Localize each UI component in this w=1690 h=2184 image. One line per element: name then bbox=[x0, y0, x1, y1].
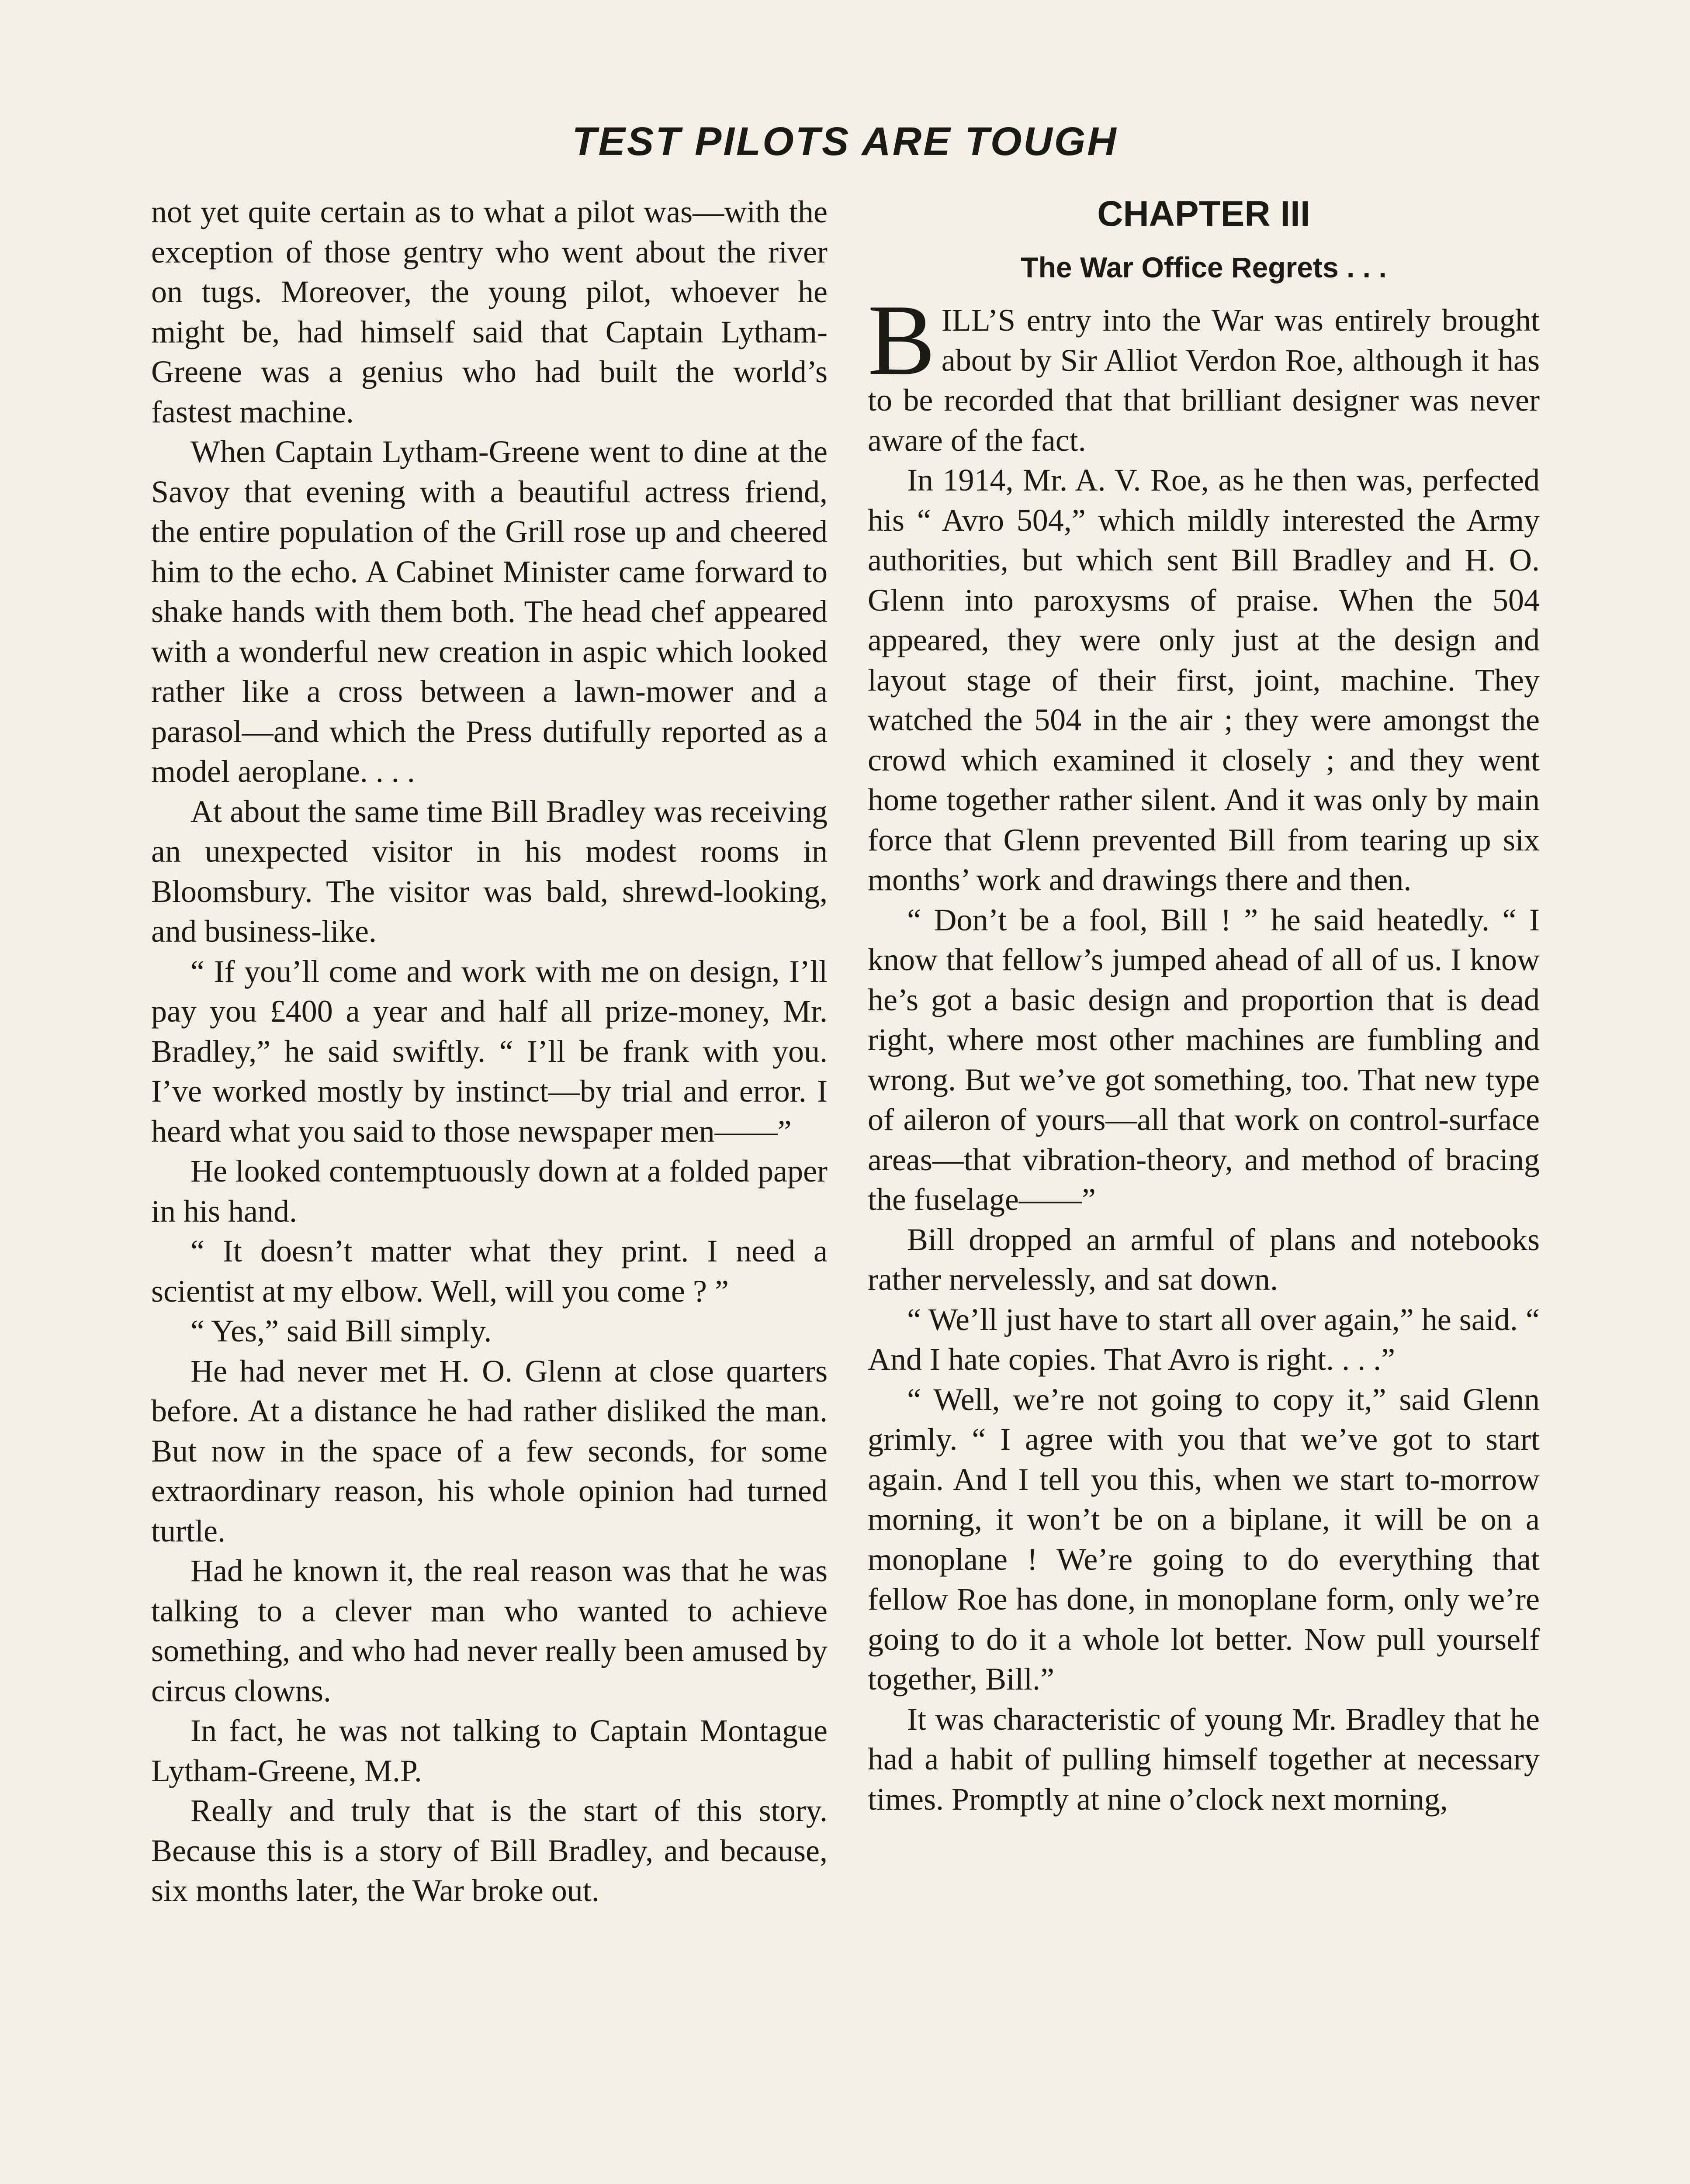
running-head: TEST PILOTS ARE TOUGH bbox=[572, 119, 1118, 164]
left-column bbox=[151, 192, 828, 1911]
paragraph: Really and truly that is the start of this story. Because this is a story of Bill Bradley, and because, six months later, the War broke out. bbox=[151, 1793, 828, 1908]
paragraph: Bill dropped an armful of plans and notebooks rather nervelessly, and sat down. bbox=[868, 1222, 1540, 1297]
paragraph: “ Don’t be a fool, Bill ! ” he said heatedly. “ I know that fellow’s jumped ahead of all of us. I know he’s got a basic design and proportion that is dead right, where most other machines are fumbling and wrong. But we’ve got something, too. That new type of aileron of yours—all that work on control-surface areas—that vibration-theory, and method of bracing the fuselage——” bbox=[868, 902, 1540, 1217]
paragraph: When Captain Lytham-Greene went to dine at the Savoy that evening with a beautiful actress friend, the entire population of the Grill rose up and cheered him to the echo. A Cabinet Minister came forward to shake hands with them both. The head chef appeared with a wonderful new creation in aspic which looked rather like a cross between a lawn-mower and a parasol—and which the Press dutifully reported as a model aeroplane. . . . bbox=[151, 434, 828, 789]
paragraph: “ Well, we’re not going to copy it,” said Glenn grimly. “ I agree with you that we’ve got to start again. And I tell you this, when we start to-morrow morning, it won’t be on a biplane, it will be on a monoplane ! We’re going to do everything that fellow Roe has done, in monoplane form, only we’re going to do it a whole lot better. Now pull yourself together, Bill.” bbox=[868, 1382, 1540, 1697]
paragraph: not yet quite certain as to what a pilot was—with the exception of those gentry who went about the river on tugs. Moreover, the young pilot, whoever he might be, had himself said that Captain Lytham-Greene was a genius who had built the world’s fastest machine. bbox=[151, 194, 828, 429]
paragraph: “ We’ll just have to start all over again,” he said. “ And I hate copies. That Avro is right. . . .” bbox=[868, 1302, 1540, 1377]
right-column bbox=[868, 192, 1540, 1819]
paragraph: In fact, he was not talking to Captain Montague Lytham-Greene, M.P. bbox=[151, 1713, 828, 1788]
paragraph: At about the same time Bill Bradley was receiving an unexpected visitor in his modest rooms in Bloomsbury. The visitor was bald, shrewd-looking, and business-like. bbox=[151, 794, 828, 949]
paragraph: Had he known it, the real reason was that he was talking to a clever man who wanted to achieve something, and who had never really been amused by circus clowns. bbox=[151, 1553, 828, 1708]
opening-text: ILL’S entry into the War was entirely brought about by Sir Alliot Verdon Roe, although it has to be recorded that that brilliant designer was never aware of the fact. bbox=[868, 303, 1540, 458]
paragraph: In 1914, Mr. A. V. Roe, as he then was, perfected his “ Avro 504,” which mildly interested the Army authorities, but which sent Bill Bradley and H. O. Glenn into paroxysms of praise. When the 504 appeared, they were only just at the design and layout stage of their first, joint, machine. They watched the 504 in the air ; they were amongst the crowd which examined it closely ; and they went home together rather silent. And it was only by main force that Glenn prevented Bill from tearing up six months’ work and drawings there and then. bbox=[868, 463, 1540, 897]
drop-cap: B bbox=[868, 284, 935, 396]
paragraph: It was characteristic of young Mr. Bradley that he had a habit of pulling himself together at necessary times. Promptly at nine o’clock next morning, bbox=[868, 1701, 1540, 1817]
paragraph: He had never met H. O. Glenn at close quarters before. At a distance he had rather disliked the man. But now in the space of a few seconds, for some extraordinary reason, his whole opinion had turned turtle. bbox=[151, 1353, 828, 1548]
chapter-subtitle: The War Office Regrets . . . bbox=[1021, 251, 1387, 283]
chapter-title: CHAPTER III bbox=[1097, 194, 1310, 234]
paragraph: “ Yes,” said Bill simply. bbox=[190, 1313, 492, 1348]
paragraph: “ If you’ll come and work with me on design, I’ll pay you £400 a year and half all prize-money, Mr. Bradley,” he said swiftly. “ I’ll be frank with you. I’ve worked mostly by instinct—by trial and error. I heard what you said to those newspaper men——” bbox=[151, 954, 828, 1149]
paragraph: He looked contemptuously down at a folded paper in his hand. bbox=[151, 1154, 828, 1229]
paragraph: “ It doesn’t matter what they print. I need a scientist at my elbow. Well, will you come ? ” bbox=[151, 1234, 828, 1309]
chapter-opening-paragraph bbox=[868, 284, 1540, 460]
